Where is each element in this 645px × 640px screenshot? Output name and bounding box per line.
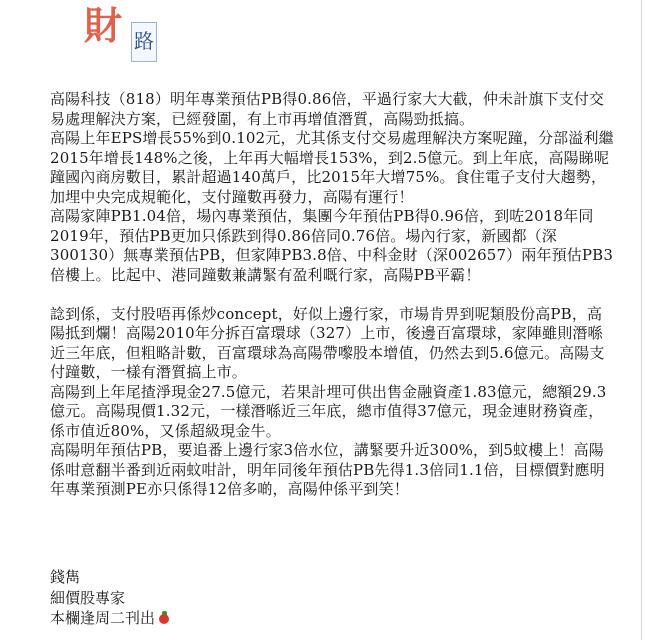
tomato-icon — [159, 614, 169, 624]
article-paragraph: 高陽到上年尾揸淨現金27.5億元，若果計埋可供出售金融資產1.83億元，總額29.3億元。高陽現價1.32元，一樣潛喺近三年底，總市值得37億元，現金連財務資產，係市值近80%，又係超級現金牛。 — [50, 382, 607, 440]
article-body — [50, 90, 615, 500]
article-paragraph: 高陽上年EPS增長55%到0.102元，尤其係支付交易處理解決方案呢蹱，分部溢利繼2015年增長148%之後，上年再大幅增長153%，到2.5億元。到上年底，高陽睇呢蹱國內商房數目，累計超過140萬戶，比2015年大增75%。食住電子支付大趨勢，加埋中央完成規範化，支付蹱數再發力，高陽有運行！ — [50, 129, 614, 206]
article-paragraph: 高陽明年預估PB，要追番上邊行家3倍水位，講緊要升近300%，到5蚊樓上！高陽係咁意翻半番到近兩蚊咁計，明年同後年預估PB先得1.3倍同1.1倍，目標價對應明年專業預測PE亦只係得12倍多啲，高陽仲係平到笑！ — [50, 441, 605, 498]
author-name: 錢雋 — [50, 568, 81, 586]
article-paragraph: 高陽家陣PB1.04倍，場內專業預估，集團今年預估PB得0.96倍，到咗2018年同2019年，預估PB更加只係跌到得0.86倍同0.76倍。場內行家，新國都（深300130）無專業預估PB，但家陣PB3.8倍、中科金財（深002657）兩年預估PB3倍樓上。比起中、港同蹱數兼講緊有盈利嘅行家，高陽PB平霸！ — [50, 207, 614, 284]
author-title: 細價股專家 — [50, 588, 126, 607]
publication-schedule-line — [50, 608, 169, 629]
paragraph-spacer — [50, 285, 615, 305]
logo-boxed-character: 路 — [131, 22, 157, 62]
page-right-border — [641, 0, 642, 640]
logo-main-character: 財 — [84, 3, 123, 48]
article-paragraph: 高陽科技（818）明年專業預估PB得0.86倍，平過行家大大截，仲未計旗下支付交易處理解決方案，已經發圍，有上市再增值潛質，高陽勁抵搞。 — [50, 90, 605, 128]
article-paragraph: 諗到係，支付股唔再係炒concept，好似上邊行家，市場肯畀到呢類股份高PB，高陽抵到爛！高陽2010年分拆百富環球（327）上市，後邊百富環球，家陣雖則潛喺近三年底，但粗略計數，百富環球為高陽帶嚟股本增值，仍然去到5.6億元。高陽支付蹱數，一樣有潛質搞上市。 — [50, 304, 605, 381]
publication-schedule: 本欄逢周二刊出 — [50, 609, 156, 627]
author-signature — [50, 567, 169, 629]
